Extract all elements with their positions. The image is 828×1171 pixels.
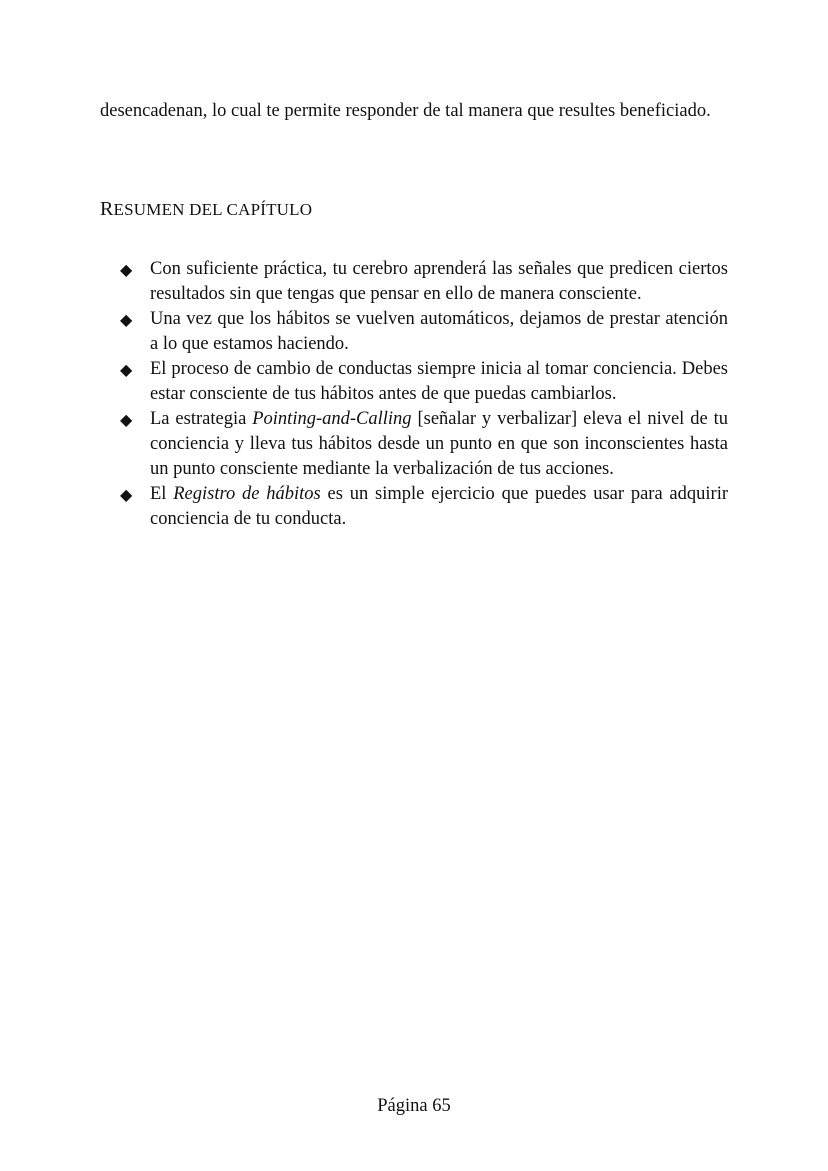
list-item-text-post: es un simple ejercicio que puedes usar para adquirir conciencia de tu conducta. [150, 484, 728, 529]
diamond-bullet-icon: ◆ [120, 310, 133, 329]
page-number: Página 65 [377, 1096, 451, 1116]
intro-paragraph: desencadenan, lo cual te permite responder de tal manera que resultes beneficiado. [100, 101, 711, 121]
section-heading [100, 196, 312, 223]
heading-first-letter: R [100, 198, 114, 220]
list-item [120, 307, 728, 357]
summary-list [120, 257, 728, 532]
list-item [120, 482, 728, 532]
heading-rest: ESUMEN DEL CAPÍTULO [113, 200, 313, 219]
list-item [120, 357, 728, 407]
list-item-text: Con suficiente práctica, tu cerebro aprenderá las señales que predicen ciertos resultados sin que tengas que pensar en ello de manera consciente. [150, 259, 728, 304]
list-item [120, 257, 728, 307]
diamond-bullet-icon: ◆ [120, 360, 133, 379]
list-item-text-pre: La estrategia [150, 409, 253, 429]
list-item-text: El proceso de cambio de conductas siempre inicia al tomar conciencia. Debes estar consciente de tus hábitos antes de que puedas cambiarlos. [150, 359, 728, 404]
list-item [120, 407, 728, 482]
list-item-text-emphasis: Pointing-and-Calling [252, 409, 412, 429]
list-item-text-emphasis: Registro de hábitos [173, 484, 321, 504]
diamond-bullet-icon: ◆ [120, 260, 133, 279]
diamond-bullet-icon: ◆ [120, 410, 133, 429]
list-item-text-pre: El [150, 484, 174, 504]
list-item-text: Una vez que los hábitos se vuelven automáticos, dejamos de prestar atención a lo que estamos haciendo. [150, 309, 728, 354]
list-item-text-post: [señalar y verbalizar] eleva el nivel de tu conciencia y lleva tus hábitos desde un punto en que son inconscientes hasta un punto consciente mediante la verbalización de tus acciones. [150, 409, 729, 479]
diamond-bullet-icon: ◆ [120, 485, 133, 504]
